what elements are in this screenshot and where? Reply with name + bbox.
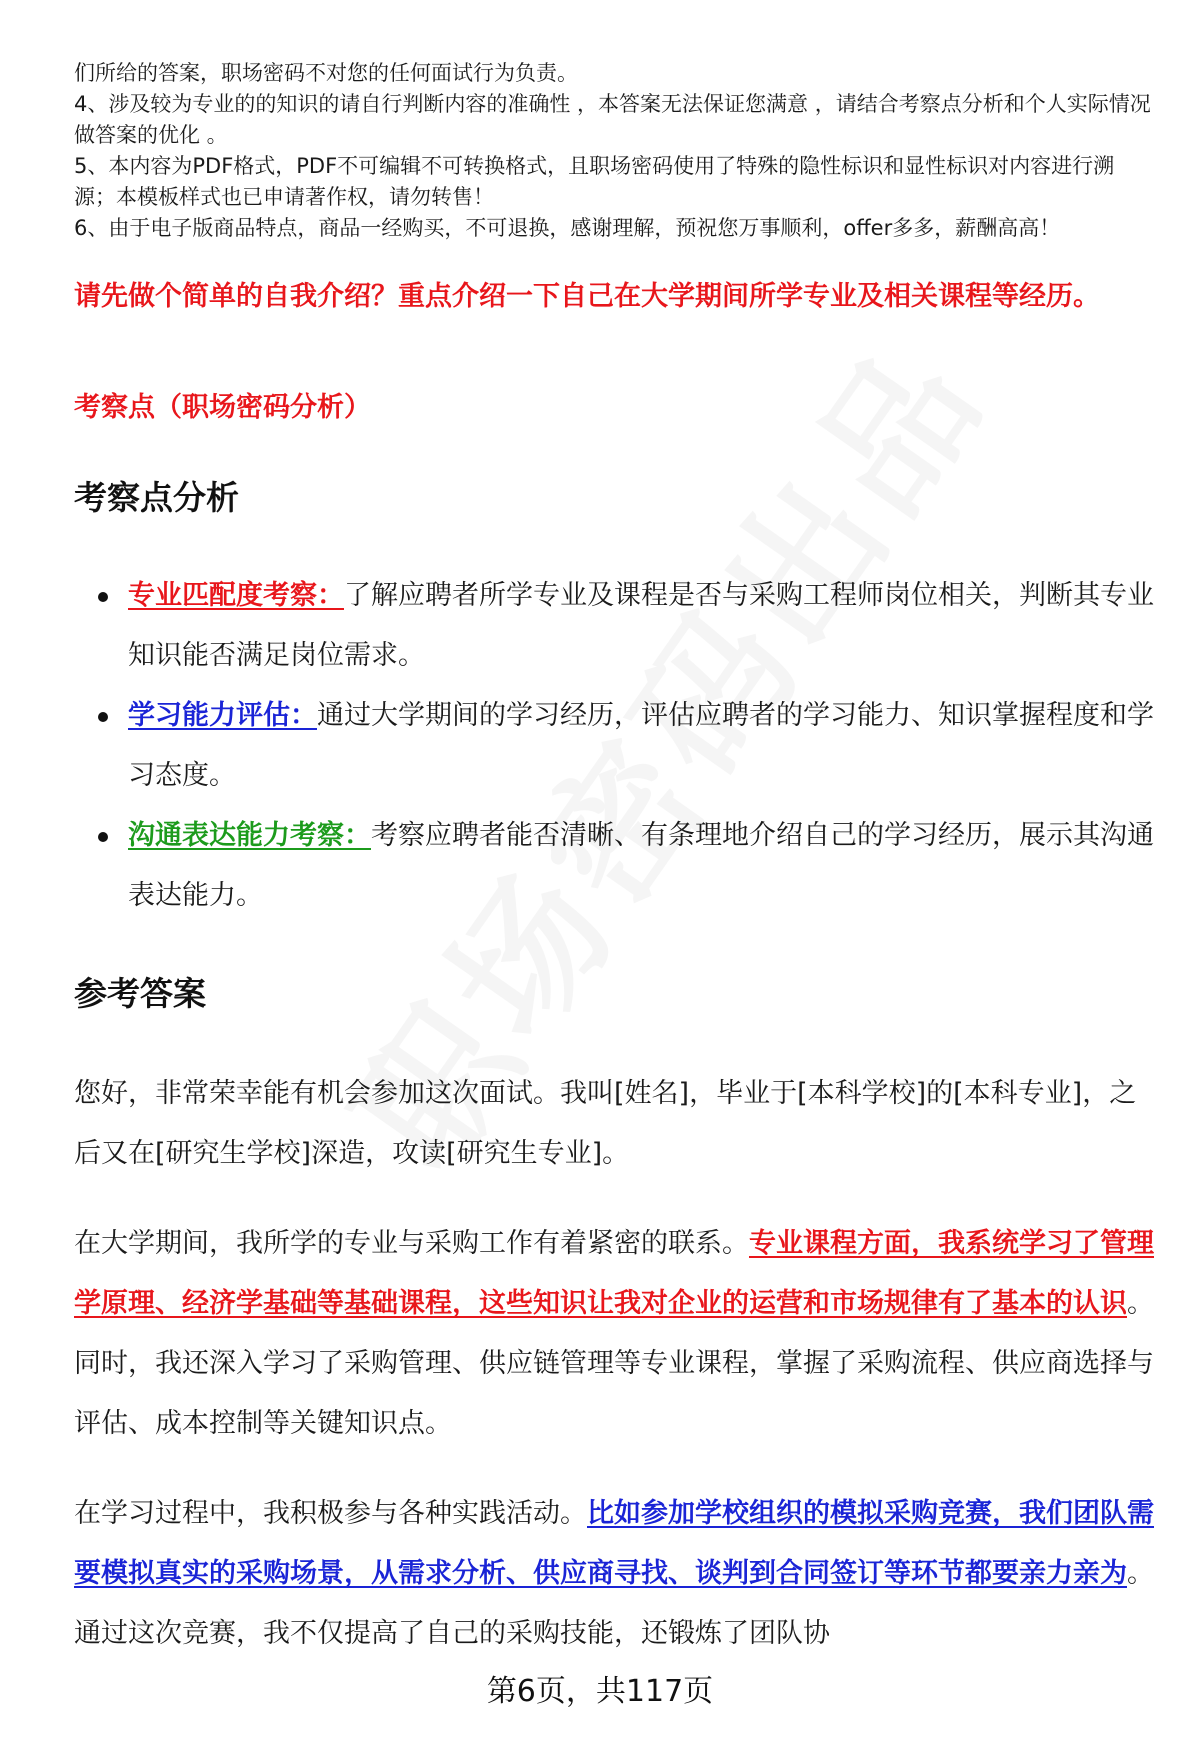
highlighted-text: 专业课程方面，我系统学习了管理学原理、经济学基础等基础课程，这些知识让我对企业的运营和市场规律有了基本的认识 <box>74 1228 1154 1319</box>
highlighted-text: 比如参加学校组织的模拟采购竞赛，我们团队需要模拟真实的采购场景，从需求分析、供应商寻找、谈判到合同签订等环节都要亲力亲为 <box>74 1498 1154 1589</box>
point-text: 了解应聘者所学专业及课程是否与采购工程师岗位相关，判断其专业知识能否满足岗位需求。 <box>128 580 1154 671</box>
point-title: 沟通表达能力考察： <box>128 820 371 851</box>
disclaimer-notes <box>74 58 1154 244</box>
bullet-icon <box>98 832 108 842</box>
analysis-points <box>74 566 1154 926</box>
paragraph-text: 。同时，我还深入学习了采购管理、供应链管理等专业课程，掌握了采购流程、供应商选择与评估、成本控制等关键知识点。 <box>74 1288 1154 1439</box>
analysis-point <box>74 686 1154 806</box>
paragraph-text: 在大学期间，我所学的专业与采购工作有着紧密的联系。 <box>74 1228 749 1259</box>
note-line: 们所给的答案，职场密码不对您的任何面试行为负责。 <box>74 61 578 85</box>
point-title: 学习能力评估： <box>128 700 317 731</box>
answer-heading: 参考答案 <box>74 974 206 1013</box>
page-number: 第6页，共117页 <box>486 1674 714 1709</box>
answer-paragraph <box>74 1214 1154 1454</box>
analysis-point <box>74 566 1154 686</box>
note-line: 4、涉及较为专业的的知识的请自行判断内容的准确性 ，本答案无法保证您满意 ，请结合考察点分析和个人实际情况做答案的优化 。 <box>74 92 1151 147</box>
exam-point-label: 考察点（职场密码分析） <box>74 392 371 423</box>
analysis-heading: 考察点分析 <box>74 478 239 517</box>
point-text: 通过大学期间的学习经历，评估应聘者的学习能力、知识掌握程度和学习态度。 <box>128 700 1154 791</box>
answer-paragraph <box>74 1484 1154 1664</box>
paragraph-text: 。通过这次竞赛，我不仅提高了自己的采购技能，还锻炼了团队协 <box>74 1558 1154 1649</box>
answer-paragraph: 您好，非常荣幸能有机会参加这次面试。我叫[姓名]，毕业于[本科学校]的[本科专业]，之后又在[研究生学校]深造，攻读[研究生专业]。 <box>74 1078 1137 1169</box>
interview-question: 请先做个简单的自我介绍？重点介绍一下自己在大学期间所学专业及相关课程等经历。 <box>74 281 1100 312</box>
note-line: 6、由于电子版商品特点，商品一经购买，不可退换，感谢理解，预祝您万事顺利，offer多多，薪酬高高！ <box>74 216 1061 240</box>
point-title: 专业匹配度考察： <box>128 580 344 611</box>
analysis-point <box>74 806 1154 926</box>
bullet-icon <box>98 592 108 602</box>
bullet-icon <box>98 712 108 722</box>
note-line: 5、本内容为PDF格式，PDF不可编辑不可转换格式，且职场密码使用了特殊的隐性标识和显性标识对内容进行溯源；本模板样式也已申请著作权，请勿转售！ <box>74 154 1115 209</box>
paragraph-text: 在学习过程中，我积极参与各种实践活动。 <box>74 1498 587 1529</box>
point-text: 考察应聘者能否清晰、有条理地介绍自己的学习经历，展示其沟通表达能力。 <box>128 820 1154 911</box>
